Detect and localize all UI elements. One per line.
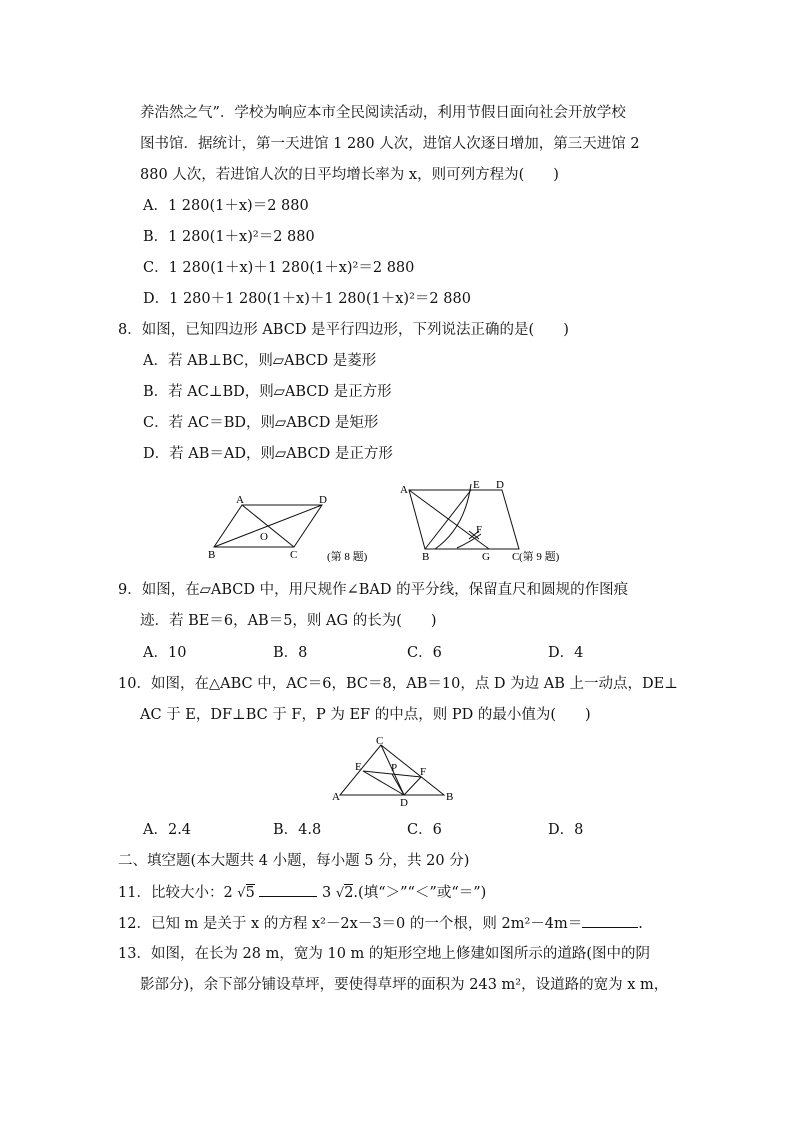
q11-radical-2: √2 — [335, 885, 354, 901]
fig10-segment-df — [404, 777, 421, 795]
q7-option-c: C．1 280(1＋x)＋1 280(1＋x)²＝2 880 — [143, 260, 415, 276]
q13-line2: 影部分)，余下部分铺设草坪，要使得草坪的面积为 243 m²，设道路的宽为 x m， — [140, 977, 669, 993]
fig9-label-g: G — [482, 551, 490, 563]
figure-9 — [395, 476, 595, 568]
fig9-segment-be — [425, 490, 471, 549]
fig10-label-e: E — [355, 761, 362, 773]
q12-answer-blank[interactable] — [582, 913, 638, 928]
section-2-heading: 二、填空题(本大题共 4 小题，每小题 5 分，共 20 分) — [118, 853, 470, 869]
fig10-label-c: C — [376, 735, 384, 747]
q12-end: . — [638, 916, 643, 932]
fig10-label-a: A — [332, 791, 340, 803]
fig9-label-b: B — [422, 551, 430, 563]
fig8-caption: (第 8 题) — [327, 551, 368, 563]
q9-option-d: D．4 — [548, 645, 584, 661]
q12-text: 12．已知 m 是关于 x 的方程 x²－2x－3＝0 的一个根，则 2m²－4m＝ — [118, 916, 583, 932]
q10-option-a: A．2.4 — [143, 822, 192, 838]
fig10-label-p: P — [391, 762, 398, 774]
q9-option-a: A．10 — [143, 645, 187, 661]
q10-line2: AC 于 E，DF⊥BC 于 F，P 为 EF 的中点，则 PD 的最小值为( ) — [140, 707, 591, 723]
figure-8 — [200, 490, 400, 570]
q11-radical-1: √5 — [237, 885, 255, 901]
q7-line2: 图书馆．据统计，第一天进馆 1 280 人次，进馆人次逐日增加，第三天进馆 2 — [140, 136, 640, 152]
q12 — [118, 913, 643, 934]
q11 — [118, 882, 486, 904]
q9-option-b: B．8 — [273, 645, 308, 661]
q8-option-c: C．若 AC＝BD，则▱ABCD 是矩形 — [143, 415, 379, 431]
q9-line1: 9．如图，在▱ABCD 中，用尺规作∠BAD 的平分线，保留直尺和圆规的作图痕 — [118, 582, 629, 598]
figure-10 — [328, 734, 464, 812]
fig9-caption: (第 9 题) — [519, 551, 560, 563]
q7-option-d: D．1 280＋1 280(1＋x)＋1 280(1＋x)²＝2 880 — [143, 291, 471, 307]
fig9-label-c: C — [512, 551, 520, 563]
q8-option-d: D．若 AB＝AD，则▱ABCD 是正方形 — [143, 446, 393, 462]
fig8-label-o: O — [260, 531, 268, 543]
q10-option-c: C．6 — [407, 822, 442, 838]
q11-radicand-1: 5 — [245, 885, 255, 901]
q11-suffix: .(填“＞”“＜”或“＝”) — [353, 885, 487, 901]
q13-line1: 13．如图，在长为 28 m，宽为 10 m 的矩形空地上修建如图所示的道路(图中的阴 — [118, 946, 651, 962]
fig10-label-b: B — [446, 791, 454, 803]
fig8-label-c: C — [290, 549, 298, 561]
q11-radicand-2: 2 — [344, 885, 354, 901]
q10-option-d: D．8 — [548, 822, 584, 838]
fig8-label-a: A — [236, 494, 244, 506]
fig9-bisector-ag — [409, 490, 489, 549]
fig8-label-b: B — [208, 549, 216, 561]
fig9-arc-1 — [435, 484, 471, 549]
q7-line3: 880 人次，若进馆人次的日平均增长率为 x，则可列方程为( ) — [140, 167, 559, 183]
q7-line1: 养浩然之气”．学校为响应本市全民阅读活动，利用节假日面向社会开放学校 — [140, 105, 626, 121]
q11-mid: 3 — [322, 885, 332, 901]
q9-option-c: C．6 — [407, 645, 442, 661]
fig9-label-f: F — [476, 524, 483, 536]
q11-answer-blank[interactable] — [259, 882, 317, 897]
q8-option-a: A．若 AB⊥BC，则▱ABCD 是菱形 — [143, 353, 377, 369]
fig8-label-d: D — [319, 494, 327, 506]
q9-line2: 迹．若 BE＝6，AB＝5，则 AG 的长为( ) — [140, 613, 437, 629]
fig9-label-a: A — [400, 484, 408, 496]
q7-option-a: A．1 280(1＋x)＝2 880 — [143, 198, 309, 214]
fig10-label-d: D — [400, 797, 408, 809]
q8-option-b: B．若 AC⊥BD，则▱ABCD 是正方形 — [143, 384, 392, 400]
q8-stem: 8．如图，已知四边形 ABCD 是平行四边形，下列说法正确的是( ) — [118, 322, 569, 338]
fig9-label-e: E — [473, 479, 480, 491]
q11-prefix: 11．比较大小：2 — [118, 885, 233, 901]
fig9-label-d: D — [496, 479, 504, 491]
q10-line1: 10．如图，在△ABC 中，AC＝6，BC＝8，AB＝10，点 D 为边 AB 上一动点，DE⊥ — [118, 676, 678, 692]
fig8-diagonal-bd — [214, 505, 322, 547]
fig10-label-f: F — [420, 766, 427, 778]
q10-option-b: B．4.8 — [273, 822, 322, 838]
q7-option-b: B．1 280(1＋x)²＝2 880 — [143, 229, 315, 245]
